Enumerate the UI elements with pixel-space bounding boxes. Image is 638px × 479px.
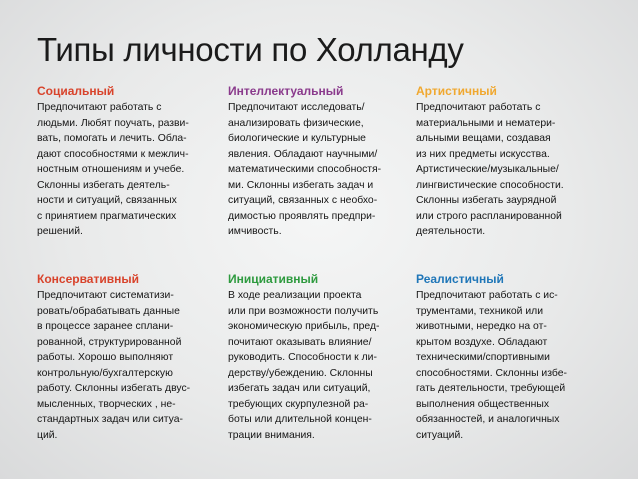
description-line: ности и ситуаций, связанных xyxy=(37,195,177,206)
description-line: математическими способностя- xyxy=(228,164,382,175)
card-enterprising xyxy=(228,271,414,443)
description-line: из них предметы искусства. xyxy=(416,148,550,160)
description-line: контрольную/бухгалтерскую xyxy=(37,367,173,379)
card-realistic xyxy=(416,271,602,443)
description-line: трации внимания. xyxy=(228,429,315,441)
description-line: деятельности. xyxy=(416,226,486,237)
card-description-intellectual xyxy=(228,100,414,240)
card-description-realistic xyxy=(416,288,602,443)
description-line: обязанностей, и аналогичных xyxy=(416,414,560,425)
card-description-artistic xyxy=(416,100,602,240)
description-line: ситуаций. xyxy=(416,429,464,441)
description-line: В ходе реализации проекта xyxy=(228,290,362,301)
description-line: мысленных, творческих , не- xyxy=(37,398,176,410)
description-line: способностями. Склонны избе- xyxy=(416,367,567,379)
description-line: в процессе заранее сплани- xyxy=(37,321,174,332)
description-line: с принятием прагматических xyxy=(37,210,177,222)
description-line: анализировать физические, xyxy=(228,117,364,129)
card-heading-intellectual: Интеллектуальный xyxy=(228,84,344,98)
card-conventional xyxy=(37,271,223,443)
description-line: дерству/убеждению. Склонны xyxy=(228,367,373,379)
description-line: лингвистические способности. xyxy=(416,179,564,191)
description-line: экономическую прибыль, пред- xyxy=(228,321,380,332)
description-line: или строго распланированной xyxy=(416,210,562,222)
card-artistic xyxy=(416,83,602,240)
description-line: руководить. Способности к ли- xyxy=(228,352,377,363)
description-line: работу. Склонны избегать двус- xyxy=(37,383,191,394)
description-line: димостью проявлять предпри- xyxy=(228,210,376,222)
description-line: требующих скурпулезной ра- xyxy=(228,398,369,410)
description-line: ситуаций, связанных с необхо- xyxy=(228,195,378,206)
description-line: ций. xyxy=(37,429,58,441)
description-line: Склонны избегать деятель- xyxy=(37,179,170,191)
description-line: Предпочитают работать с xyxy=(416,102,541,113)
description-line: работы. Хорошо выполняют xyxy=(37,352,174,363)
description-line: Склонны избегать заурядной xyxy=(416,195,557,206)
description-line: или при возможности получить xyxy=(228,305,379,317)
description-line: почитают оказывать влияние/ xyxy=(228,336,372,348)
card-description-enterprising xyxy=(228,288,414,443)
description-line: дают способностями к межлич- xyxy=(37,148,189,160)
card-heading-enterprising: Инициативный xyxy=(228,272,319,286)
description-line: альными вещами, создавая xyxy=(416,133,551,144)
card-heading-conventional: Консервативный xyxy=(37,272,139,286)
description-line: крытом воздухе. Обладают xyxy=(416,336,548,348)
card-description-social xyxy=(37,100,223,240)
card-description-conventional xyxy=(37,288,223,443)
description-line: имчивость. xyxy=(228,226,282,237)
description-line: боты или длительной концен- xyxy=(228,414,372,425)
description-line: рованной, структурированной xyxy=(37,336,182,348)
card-heading-artistic: Артистичный xyxy=(416,84,497,98)
card-intellectual xyxy=(228,83,414,240)
description-line: трументами, техникой или xyxy=(416,305,544,317)
description-line: ностным отношениям и учебе. xyxy=(37,164,185,175)
description-line: гать деятельности, требующей xyxy=(416,383,566,394)
description-line: стандартных задач или ситуа- xyxy=(37,414,184,425)
description-line: биологические и культурные xyxy=(228,133,366,144)
slide-title: Типы личности по Холланду xyxy=(37,31,464,68)
card-heading-realistic: Реалистичный xyxy=(416,272,504,286)
description-line: выполнения общественных xyxy=(416,398,550,410)
card-heading-social: Социальный xyxy=(37,84,115,98)
description-line: решений. xyxy=(37,226,83,237)
description-line: людьми. Любят поучать, разви- xyxy=(37,117,189,129)
description-line: Артистические/музыкальные/ xyxy=(416,164,559,175)
description-line: животными, нередко на от- xyxy=(416,321,547,332)
description-line: явления. Обладают научными/ xyxy=(228,148,378,160)
description-line: ровать/обрабатывать данные xyxy=(37,305,180,317)
description-line: техническими/спортивными xyxy=(416,352,550,363)
description-line: ми. Склонны избегать задач и xyxy=(228,179,374,191)
description-line: Предпочитают исследовать/ xyxy=(228,102,365,113)
description-line: Предпочитают работать с xyxy=(37,102,162,113)
description-line: избегать задач или ситуаций, xyxy=(228,383,371,394)
description-line: материальными и нематери- xyxy=(416,117,556,129)
card-social xyxy=(37,83,223,240)
description-line: вать, помогать и лечить. Обла- xyxy=(37,133,187,144)
description-line: Предпочитают систематизи- xyxy=(37,290,174,301)
description-line: Предпочитают работать с ис- xyxy=(416,290,558,301)
